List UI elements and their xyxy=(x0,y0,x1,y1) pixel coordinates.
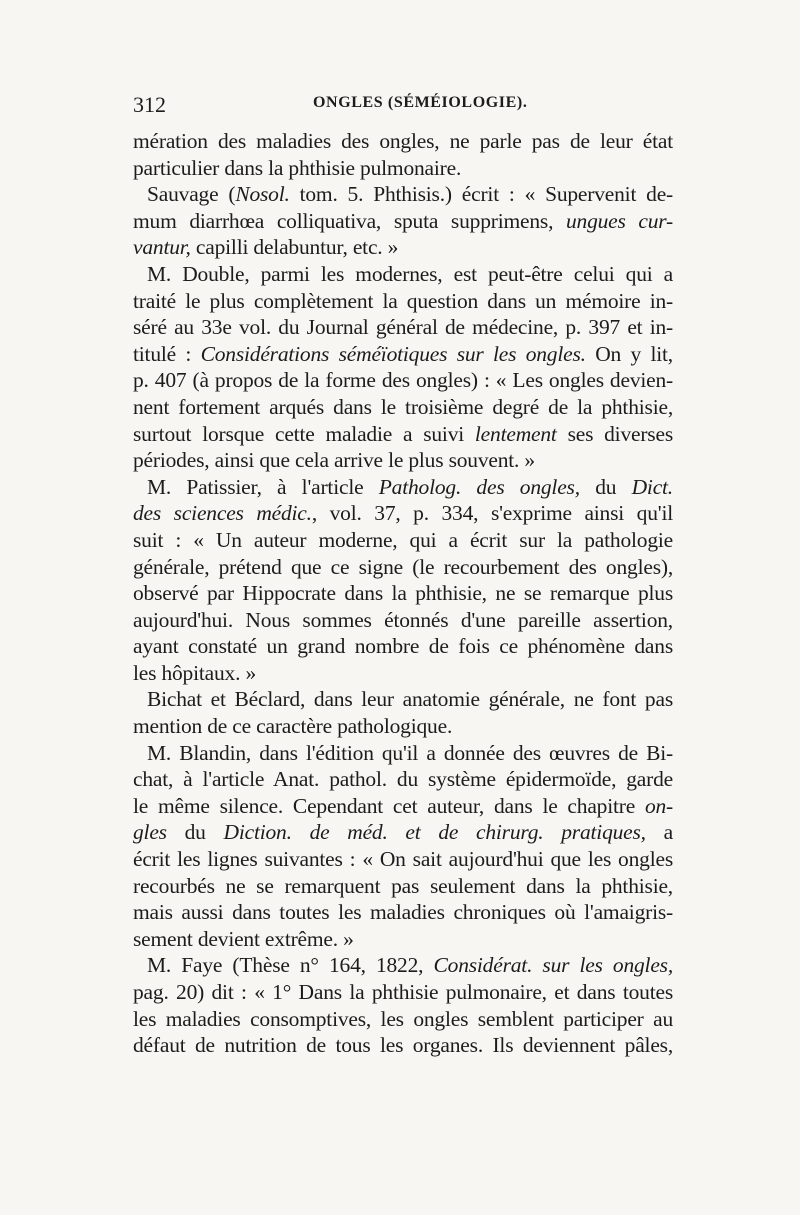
text-segment: traité le plus complètement la question dans un mémoire in- xyxy=(133,288,673,313)
italic-text: Dict. xyxy=(631,474,673,499)
text-segment: M. Blandin, dans l'édition qu'il a donnée des œuvres de Bi- xyxy=(147,740,673,765)
italic-text: des sciences médic. xyxy=(133,501,312,526)
text-line xyxy=(133,527,673,554)
text-segment: écrit les lignes suivantes : « On sait aujourd'hui que les ongles xyxy=(133,847,673,872)
text-line xyxy=(133,660,673,687)
text-line xyxy=(133,500,673,527)
text-line xyxy=(133,926,673,953)
text-segment: séré au 33e vol. du Journal général de médecine, p. 397 et in- xyxy=(133,315,673,340)
text-segment: recourbés ne se remarquent pas seulement dans la phthisie, xyxy=(133,873,673,898)
text-segment: a xyxy=(645,820,673,845)
text-segment: surtout lorsque cette maladie a suivi xyxy=(133,421,475,446)
text-segment: sement devient extrême. » xyxy=(133,926,354,951)
text-line xyxy=(133,341,673,368)
text-line xyxy=(133,899,673,926)
text-segment: capilli delabuntur, etc. » xyxy=(190,235,399,260)
text-segment: nent fortement arqués dans le troisième degré de la phthisie, xyxy=(133,394,673,419)
text-segment: les hôpitaux. » xyxy=(133,660,256,685)
text-line xyxy=(133,554,673,581)
text-line xyxy=(133,128,673,155)
text-segment: mais aussi dans toutes les maladies chroniques où l'amaigris- xyxy=(133,900,673,925)
text-segment: les maladies consomptives, les ongles semblent participer au xyxy=(133,1006,673,1031)
italic-text: Diction. de méd. et de chirurg. pratiques, xyxy=(223,820,646,845)
text-segment: p. 407 (à propos de la forme des ongles) : « Les ongles devien- xyxy=(133,368,673,393)
text-segment: observé par Hippocrate dans la phthisie, ne se remarque plus xyxy=(133,581,673,606)
text-line xyxy=(133,447,673,474)
text-line xyxy=(133,846,673,873)
text-segment: le même silence. Cependant cet auteur, dans le chapitre xyxy=(133,793,645,818)
text-line xyxy=(133,686,673,713)
text-line xyxy=(133,607,673,634)
italic-text: vantur, xyxy=(133,235,191,260)
text-segment: générale, prétend que ce signe (le recourbement des ongles), xyxy=(133,554,673,579)
italic-text: Considérations séméïotiques sur les ongles. xyxy=(200,341,586,366)
text-line xyxy=(133,288,673,315)
text-segment: défaut de nutrition de tous les organes. Ils deviennent pâles, xyxy=(133,1033,673,1058)
text-segment: ses diverses xyxy=(556,421,673,446)
text-segment: tom. 5. Phthisis.) écrit : « Supervenit de- xyxy=(289,182,673,207)
text-line xyxy=(133,421,673,448)
italic-text: Patholog. des ongles, xyxy=(378,474,580,499)
text-segment: ayant constaté un grand nombre de fois ce phénomène dans xyxy=(133,634,673,659)
text-segment: chat, à l'article Anat. pathol. du système épidermoïde, garde xyxy=(133,767,673,792)
text-line xyxy=(133,261,673,288)
text-line xyxy=(133,979,673,1006)
text-line xyxy=(133,314,673,341)
page-number: 312 xyxy=(133,92,166,117)
text-segment: du xyxy=(166,820,224,845)
text-segment: aujourd'hui. Nous sommes étonnés d'une pareille assertion, xyxy=(133,607,673,632)
text-segment: Bichat et Béclard, dans leur anatomie générale, ne font pas xyxy=(147,687,673,712)
text-segment: particulier dans la phthisie pulmonaire. xyxy=(133,155,462,180)
text-line xyxy=(133,181,673,208)
italic-text: ungues cur- xyxy=(565,208,673,233)
text-line xyxy=(133,819,673,846)
text-segment: Sauvage ( xyxy=(147,182,236,207)
text-segment: M. Faye (Thèse n° 164, 1822, xyxy=(147,953,434,978)
text-line xyxy=(133,793,673,820)
italic-text: Considérat. sur les ongles, xyxy=(433,953,673,978)
text-segment: M. Double, parmi les modernes, est peut-être celui qui a xyxy=(147,261,673,286)
text-segment: M. Patissier, à l'article xyxy=(147,474,379,499)
italic-text: lentement xyxy=(474,421,557,446)
text-line xyxy=(133,873,673,900)
text-segment: du xyxy=(579,474,632,499)
text-segment: suit : « Un auteur moderne, qui a écrit sur la pathologie xyxy=(133,527,673,552)
italic-text: gles xyxy=(133,820,167,845)
italic-text: on- xyxy=(644,793,673,818)
text-line xyxy=(133,1006,673,1033)
text-line xyxy=(133,367,673,394)
text-line xyxy=(133,580,673,607)
text-segment: On y lit, xyxy=(585,341,673,366)
body-text xyxy=(133,128,673,1059)
text-line xyxy=(133,208,673,235)
text-line xyxy=(133,952,673,979)
text-segment: pag. 20) dit : « 1° Dans la phthisie pulmonaire, et dans toutes xyxy=(133,980,673,1004)
text-segment: mention de ce caractère pathologique. xyxy=(133,714,453,739)
text-line xyxy=(133,155,673,182)
text-line xyxy=(133,766,673,793)
page-header xyxy=(133,92,673,122)
text-segment: mum diarrhœa colliquativa, sputa supprimens, xyxy=(133,208,566,233)
text-line xyxy=(133,234,673,261)
text-line xyxy=(133,1032,673,1059)
text-line xyxy=(133,394,673,421)
text-segment: titulé : xyxy=(133,341,201,366)
text-segment: périodes, ainsi que cela arrive le plus souvent. » xyxy=(133,448,535,473)
text-line xyxy=(133,713,673,740)
text-line xyxy=(133,633,673,660)
text-segment: mération des maladies des ongles, ne parle pas de leur état xyxy=(133,129,673,153)
running-title: ONGLES (SÉMÉIOLOGIE). xyxy=(313,94,528,111)
text-line xyxy=(133,474,673,501)
text-segment: , vol. 37, p. 334, s'exprime ainsi qu'il xyxy=(311,501,673,526)
text-line xyxy=(133,740,673,767)
italic-text: Nosol. xyxy=(235,182,290,207)
